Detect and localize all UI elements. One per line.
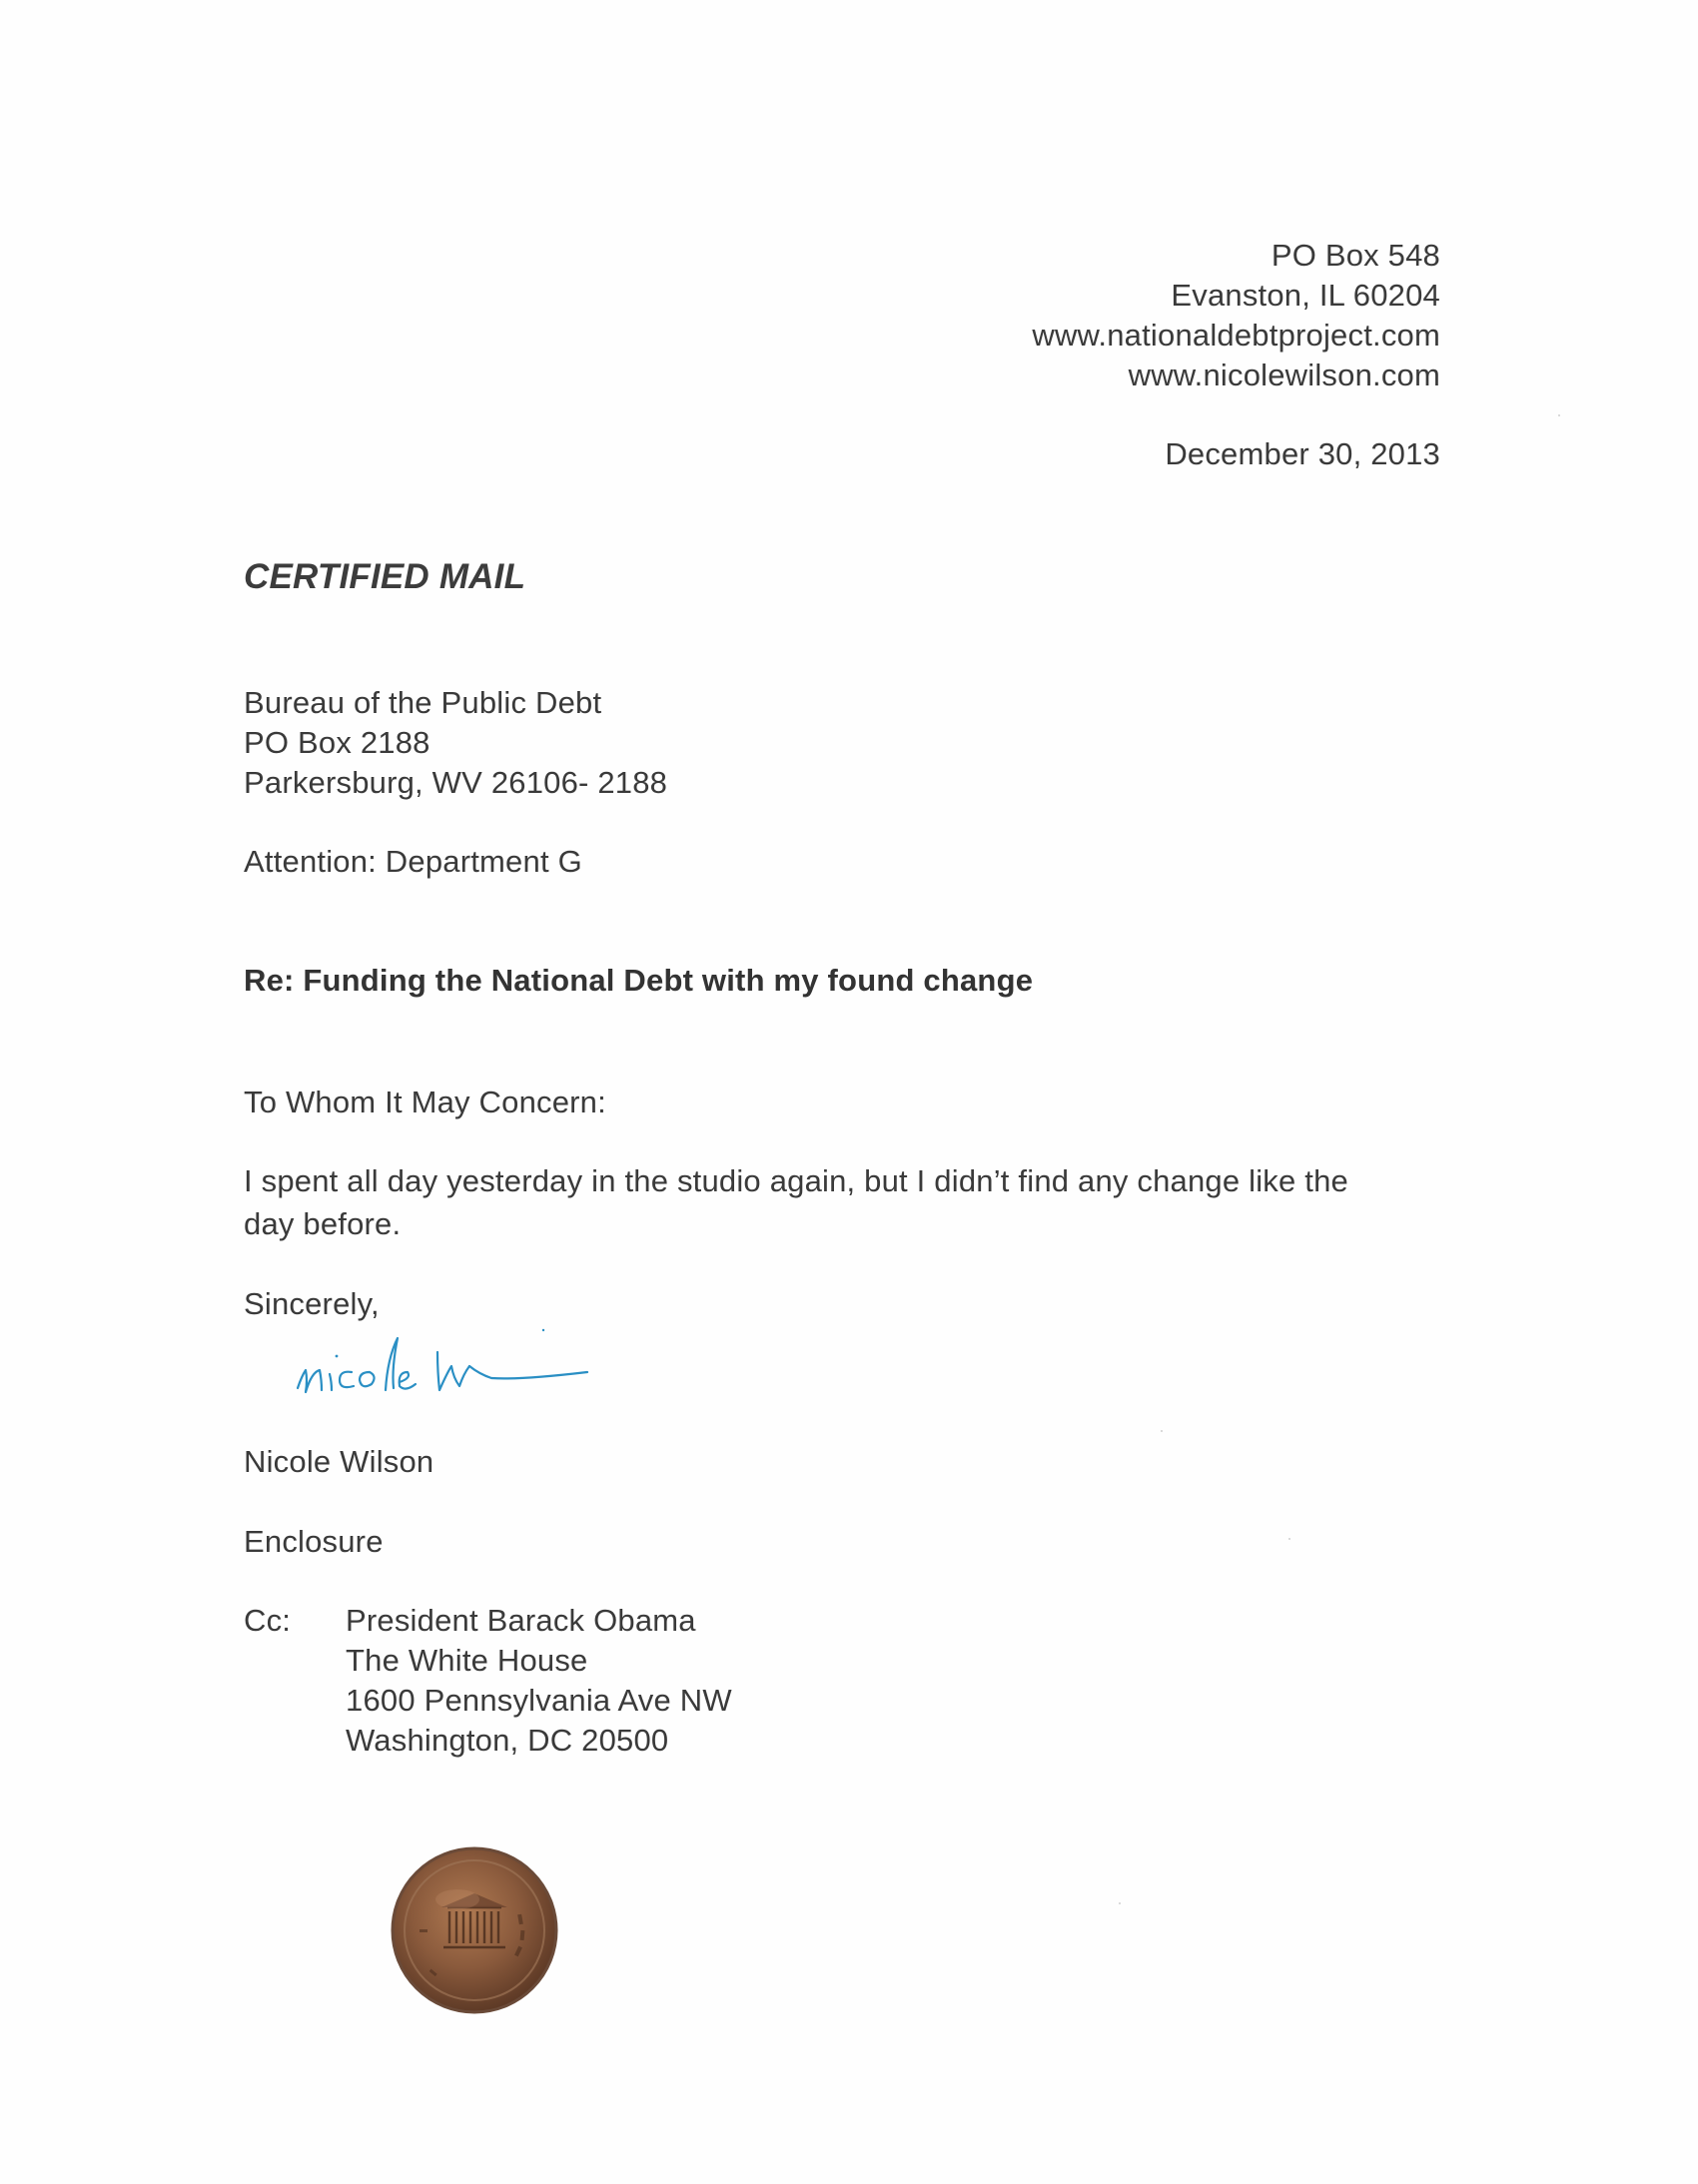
sender-po-box: PO Box 548 bbox=[1271, 238, 1440, 273]
scan-speck bbox=[1558, 414, 1560, 416]
sender-website-2: www.nicolewilson.com bbox=[1128, 358, 1440, 392]
body-line-2: day before. bbox=[244, 1206, 402, 1241]
signature-icon bbox=[288, 1308, 607, 1418]
cc-label: Cc: bbox=[244, 1603, 292, 1638]
cc-line: The White House bbox=[346, 1643, 588, 1678]
cc-line: President Barack Obama bbox=[346, 1603, 696, 1638]
recipient-name: Bureau of the Public Debt bbox=[244, 685, 602, 720]
penny-coin-icon bbox=[390, 1845, 559, 2015]
signature-name: Nicole Wilson bbox=[244, 1444, 434, 1479]
scan-speck bbox=[1288, 1538, 1290, 1540]
scan-speck bbox=[1161, 1430, 1163, 1432]
mail-type-heading: CERTIFIED MAIL bbox=[244, 557, 526, 596]
body-line-1: I spent all day yesterday in the studio again, but I didn’t find any change like the bbox=[244, 1163, 1348, 1198]
sender-city-line: Evanston, IL 60204 bbox=[1171, 278, 1440, 313]
recipient-city-line: Parkersburg, WV 26106- 2188 bbox=[244, 765, 668, 800]
cc-line: Washington, DC 20500 bbox=[346, 1723, 669, 1758]
recipient-po-box: PO Box 2188 bbox=[244, 725, 430, 760]
closing: Sincerely, bbox=[244, 1286, 380, 1321]
sender-website-1: www.nationaldebtproject.com bbox=[1032, 318, 1440, 353]
cc-line: 1600 Pennsylvania Ave NW bbox=[346, 1683, 732, 1718]
salutation: To Whom It May Concern: bbox=[244, 1085, 606, 1119]
subject-line: Re: Funding the National Debt with my found change bbox=[244, 963, 1034, 998]
enclosure-note: Enclosure bbox=[244, 1524, 384, 1559]
letter-date: December 30, 2013 bbox=[1165, 436, 1440, 471]
attention-line: Attention: Department G bbox=[244, 844, 582, 879]
scan-speck bbox=[1119, 1902, 1121, 1904]
